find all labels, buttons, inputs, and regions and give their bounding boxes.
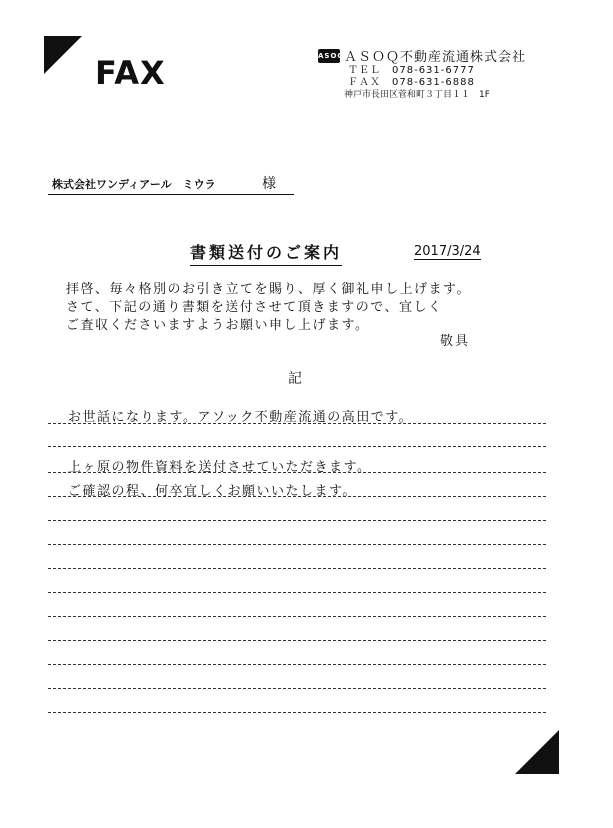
corner-triangle-top — [44, 36, 82, 74]
document-title: 書類送付のご案内 — [190, 240, 342, 266]
ruled-line — [48, 446, 546, 447]
company-tel: ＴＥＬ 078-631-6777 — [348, 65, 475, 76]
company-logo: ASOQ — [318, 49, 340, 63]
memo-line: ご確認の程、何卒宜しくお願いいたします。 — [68, 484, 357, 499]
ki-heading: 記 — [288, 371, 302, 387]
company-name-row — [318, 46, 588, 65]
letter-line: 拝啓、毎々格別のお引き立てを賜り、厚く御礼申し上げます。 — [66, 282, 471, 297]
letter-line: ご査収くださいますようお願い申し上げます。 — [66, 318, 370, 333]
ruled-line — [48, 496, 546, 497]
ruled-line — [48, 423, 546, 424]
fax-title: FAX — [95, 54, 166, 92]
recipient-name: 株式会社ワンディアール ミウラ — [52, 178, 216, 191]
ruled-line — [48, 712, 546, 713]
ruled-line — [48, 544, 546, 545]
ruled-line — [48, 592, 546, 593]
ruled-line — [48, 616, 546, 617]
recipient-line — [48, 172, 294, 195]
sender-company-block — [318, 46, 588, 101]
ruled-line — [48, 568, 546, 569]
ruled-line — [48, 640, 546, 641]
company-address: 神戸市長田区菅和町３丁目１１ 1F — [344, 90, 490, 100]
ruled-line — [48, 664, 546, 665]
memo-line: 上ヶ原の物件資料を送付させていただきます。 — [68, 460, 372, 475]
closing-keigu: 敬具 — [440, 334, 471, 349]
ruled-line — [48, 472, 546, 473]
ruled-line — [48, 520, 546, 521]
document-date: 2017/3/24 — [414, 244, 481, 259]
company-fax: ＦＡＸ 078-631-6888 — [348, 77, 475, 88]
corner-triangle-bottom — [515, 730, 559, 774]
ruled-line — [48, 688, 546, 689]
recipient-honorific: 様 — [262, 176, 276, 192]
memo-line: お世話になります。アソック不動産流通の高田です。 — [68, 410, 414, 425]
company-name: ＡＳＯＱ不動産流通株式会社 — [344, 50, 527, 65]
letter-line: さて、下記の通り書類を送付させて頂きますので、宜しく — [66, 300, 443, 315]
